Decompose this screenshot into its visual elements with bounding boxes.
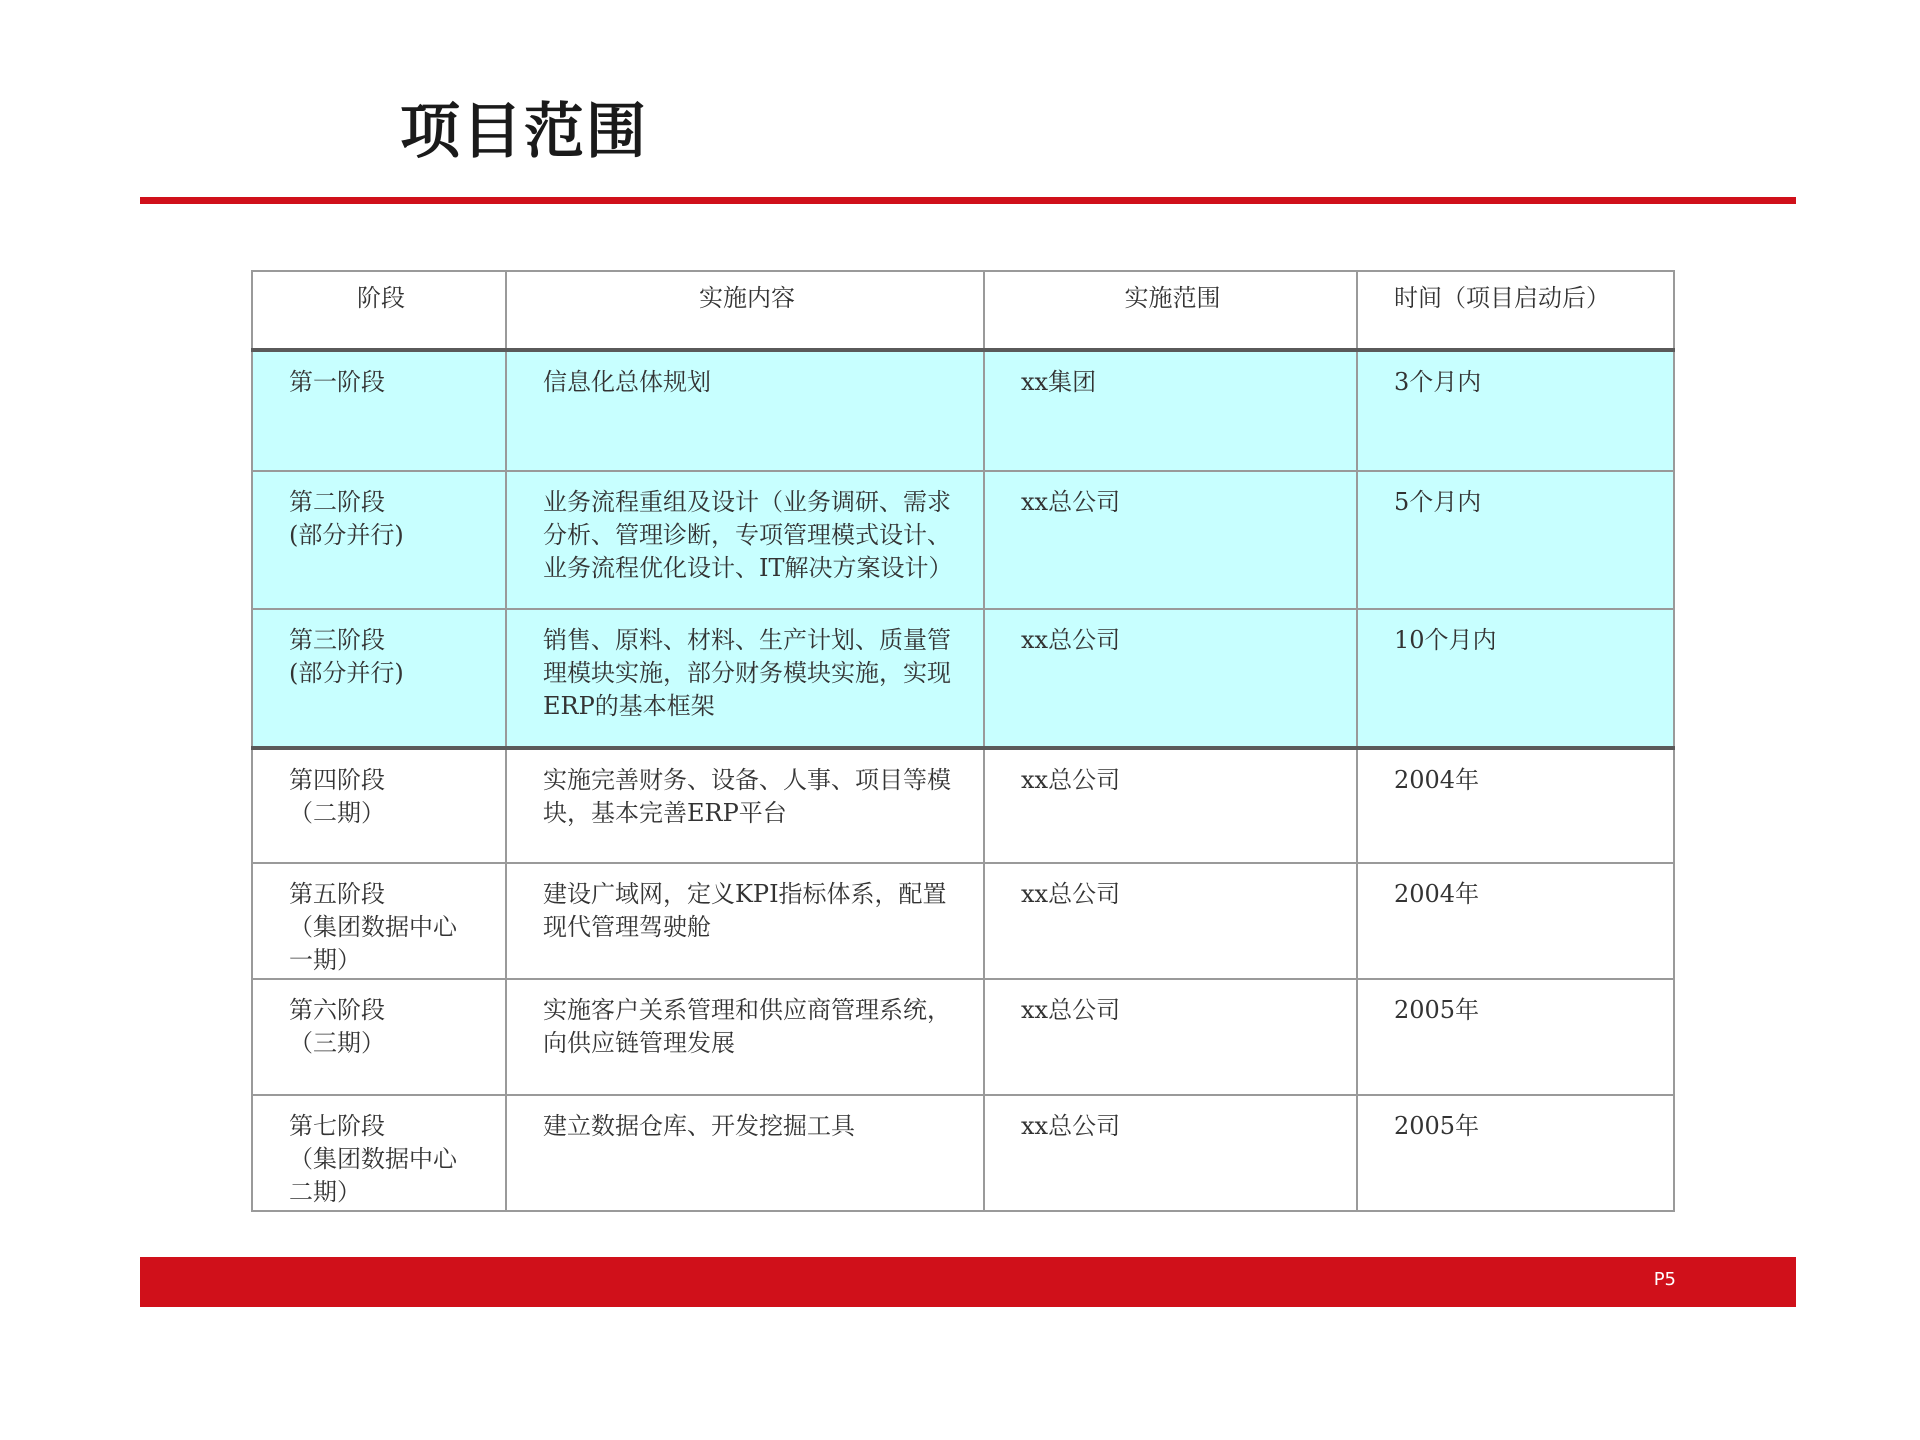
table-row — [252, 979, 1674, 1095]
stage-cell — [252, 1095, 506, 1211]
content-cell: 业务流程重组及设计（业务调研、需求分析、管理诊断，专项管理模式设计、业务流程优化设计、IT解决方案设计） — [506, 471, 984, 609]
stage-name: 第二阶段 — [289, 488, 385, 516]
stage-name: 第五阶段 — [289, 880, 385, 908]
table-row — [252, 863, 1674, 979]
stage-note: （二期） — [289, 799, 385, 827]
stage-name: 第一阶段 — [289, 368, 385, 396]
stage-note: （集团数据中心一期） — [289, 913, 457, 974]
page-title: 项目范围 — [400, 97, 648, 167]
time-cell: 2004年 — [1357, 748, 1674, 863]
stage-note: （集团数据中心二期） — [289, 1145, 457, 1206]
time-cell: 3个月内 — [1357, 350, 1674, 471]
header-scope: 实施范围 — [984, 271, 1357, 350]
scope-table — [251, 270, 1675, 1212]
content-cell: 实施完善财务、设备、人事、项目等模块，基本完善ERP平台 — [506, 748, 984, 863]
content-cell: 建立数据仓库、开发挖掘工具 — [506, 1095, 984, 1211]
stage-cell — [252, 863, 506, 979]
content-cell: 建设广域网，定义KPI指标体系，配置现代管理驾驶舱 — [506, 863, 984, 979]
time-cell: 10个月内 — [1357, 609, 1674, 748]
table-row — [252, 350, 1674, 471]
stage-name: 第六阶段 — [289, 996, 385, 1024]
table-row — [252, 471, 1674, 609]
table-row — [252, 1095, 1674, 1211]
stage-cell — [252, 471, 506, 609]
stage-name: 第四阶段 — [289, 766, 385, 794]
time-cell: 2004年 — [1357, 863, 1674, 979]
scope-cell: xx总公司 — [984, 748, 1357, 863]
scope-cell: xx总公司 — [984, 1095, 1357, 1211]
stage-cell — [252, 979, 506, 1095]
content-cell: 信息化总体规划 — [506, 350, 984, 471]
time-cell: 2005年 — [1357, 979, 1674, 1095]
scope-cell: xx总公司 — [984, 863, 1357, 979]
stage-note: （三期） — [289, 1029, 385, 1057]
stage-cell — [252, 350, 506, 471]
header-stage: 阶段 — [252, 271, 506, 350]
scope-cell: xx总公司 — [984, 979, 1357, 1095]
page-number: P5 — [1653, 1269, 1676, 1290]
stage-note: (部分并行) — [289, 659, 404, 687]
title-divider — [140, 197, 1796, 204]
stage-cell — [252, 609, 506, 748]
content-cell: 销售、原料、材料、生产计划、质量管理模块实施，部分财务模块实施，实现ERP的基本框架 — [506, 609, 984, 748]
content-cell: 实施客户关系管理和供应商管理系统，向供应链管理发展 — [506, 979, 984, 1095]
time-cell: 2005年 — [1357, 1095, 1674, 1211]
table-header-row — [252, 271, 1674, 350]
scope-cell: xx总公司 — [984, 609, 1357, 748]
header-time: 时间（项目启动后） — [1357, 271, 1674, 350]
scope-cell: xx总公司 — [984, 471, 1357, 609]
header-content: 实施内容 — [506, 271, 984, 350]
table-row — [252, 748, 1674, 863]
stage-cell — [252, 748, 506, 863]
table-row — [252, 609, 1674, 748]
stage-note: (部分并行) — [289, 521, 404, 549]
footer-bar — [140, 1257, 1796, 1307]
time-cell: 5个月内 — [1357, 471, 1674, 609]
stage-name: 第七阶段 — [289, 1112, 385, 1140]
stage-name: 第三阶段 — [289, 626, 385, 654]
scope-cell: xx集团 — [984, 350, 1357, 471]
